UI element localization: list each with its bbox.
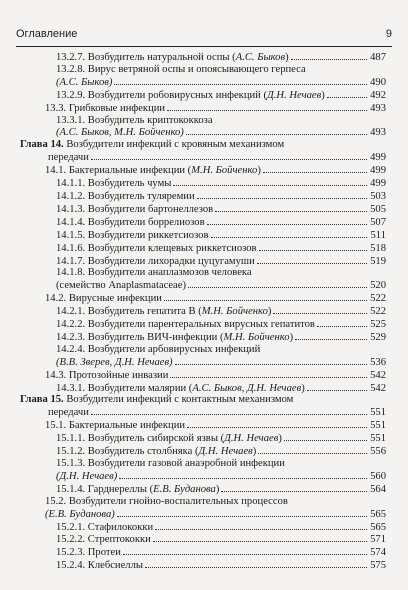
toc-entry[interactable]	[0, 115, 408, 140]
toc-entry[interactable]	[0, 51, 408, 64]
toc-entry[interactable]	[0, 382, 408, 395]
entry-title	[56, 332, 294, 344]
toc-entry[interactable]	[0, 318, 408, 331]
dot-leader	[258, 445, 367, 454]
entry-page-number: 493	[370, 127, 386, 139]
dot-leader	[259, 242, 367, 251]
entry-text: )	[252, 446, 257, 458]
entry-text: 15.1. Бактериальные инфекции	[45, 420, 186, 432]
entry-page-number: 551	[370, 420, 386, 432]
header-title: Оглавление	[16, 28, 78, 40]
toc-entry[interactable]	[0, 521, 408, 534]
entry-text: 14.1. Бактериальные инфекции (	[45, 165, 192, 177]
entry-author: Д.Н. Нечаев	[224, 433, 279, 445]
entry-page-number: 511	[370, 229, 386, 241]
dot-leader	[91, 406, 367, 415]
entry-text: 13.3.1. Возбудитель криптококкоза	[56, 114, 213, 126]
entry-page-number: 519	[370, 255, 386, 267]
entry-title	[56, 383, 306, 395]
dot-leader	[170, 369, 367, 378]
entry-title	[56, 534, 152, 546]
entry-page-number: 565	[370, 508, 386, 520]
entry-title	[56, 77, 113, 89]
toc-entry[interactable]	[0, 344, 408, 369]
entry-continuation: (В.В. Зверев, Д.Н. Нечаев)	[56, 356, 173, 368]
toc-entry[interactable]	[0, 458, 408, 483]
entry-title	[56, 267, 253, 279]
entry-text: 14.1.2. Возбудитель туляремии	[56, 190, 195, 202]
entry-text: Возбудители инфекций с кровяным механизмом	[63, 139, 285, 151]
entry-text: 14.2.2. Возбудители парентеральных вирусных гепатитов	[56, 319, 315, 331]
entry-continuation: (Д.Н. Нечаев)	[56, 470, 118, 482]
entry-author: А.С. Быков	[235, 52, 286, 63]
entry-page-number: 525	[370, 319, 386, 331]
chapter-label: Глава 15.	[20, 394, 64, 406]
entry-text: 15.1.2. Возбудитель столбняка (	[56, 446, 199, 458]
toc-entry[interactable]	[0, 445, 408, 458]
entry-title	[56, 256, 256, 268]
entry-text: 14.1.6. Возбудители клещевых риккетсиозов	[56, 242, 257, 254]
entry-text: 14.1.5. Возбудители риккетсиозов	[56, 229, 209, 241]
entry-page-number: 571	[370, 534, 386, 546]
dot-leader	[317, 318, 367, 327]
table-of-contents	[0, 51, 408, 572]
entry-page-number: 522	[370, 306, 386, 318]
dot-leader	[145, 559, 367, 568]
toc-entry[interactable]	[0, 229, 408, 242]
dot-leader	[173, 177, 367, 186]
dot-leader	[123, 546, 367, 555]
entry-page-number: 499	[370, 165, 386, 177]
toc-entry[interactable]	[0, 242, 408, 255]
entry-title	[56, 217, 206, 229]
entry-page-number: 529	[370, 331, 386, 343]
entry-author: Д.Н. Нечаев	[198, 446, 253, 458]
entry-page-number: 551	[370, 433, 386, 445]
entry-title	[56, 357, 174, 369]
running-header	[16, 24, 392, 47]
entry-title	[56, 52, 290, 64]
toc-entry[interactable]	[0, 331, 408, 344]
entry-title	[45, 370, 169, 382]
entry-author: М.Н. Бойченко	[223, 331, 290, 343]
dot-leader	[257, 255, 367, 264]
entry-continuation: (А.С. Быков, М.Н. Бойченко)	[56, 127, 184, 139]
entry-text: 13.2.9. Возбудители робовирусных инфекций (	[56, 89, 268, 101]
entry-text: Возбудители инфекций с контактным механизмом	[63, 394, 294, 406]
dot-leader	[167, 102, 367, 111]
entry-text: 14.1.4. Возбудители боррелиозов	[56, 216, 205, 228]
entry-text: 14.3. Протозойные инвазии	[45, 369, 169, 381]
entry-title	[56, 471, 118, 483]
entry-text: 14.1.3. Возбудители бартонеллезов	[56, 203, 214, 215]
entry-page-number: 560	[370, 470, 386, 482]
entry-text: )	[267, 306, 272, 318]
dot-leader	[221, 483, 367, 492]
entry-text: )	[215, 483, 220, 495]
entry-page-number: 575	[370, 560, 386, 572]
entry-page-number: 542	[370, 369, 386, 381]
entry-page-number: 565	[370, 521, 386, 533]
toc-entry[interactable]	[0, 64, 408, 89]
entry-text: 15.2.1. Стафилококки	[56, 521, 154, 533]
entry-page-number: 551	[370, 407, 386, 419]
toc-entry[interactable]	[0, 419, 408, 432]
entry-title	[56, 230, 210, 242]
entry-text: 14.2.4. Возбудители арбовирусных инфекций	[56, 343, 261, 355]
entry-author: Д.Н. Нечаев	[267, 89, 322, 101]
entry-page-number: 487	[370, 52, 386, 63]
entry-title	[56, 64, 307, 76]
toc-entry[interactable]	[0, 267, 408, 292]
entry-title	[56, 204, 214, 216]
toc-entry[interactable]	[0, 255, 408, 268]
toc-entry[interactable]	[0, 203, 408, 216]
entry-title	[45, 420, 186, 432]
entry-text: )	[257, 165, 261, 177]
entry-text: )	[289, 331, 294, 343]
entry-title	[56, 178, 172, 190]
entry-continuation: (А.С. Быков)	[56, 76, 113, 88]
entry-title	[45, 165, 262, 177]
entry-title	[20, 394, 294, 406]
entry-title	[20, 139, 285, 151]
dot-leader	[211, 229, 368, 238]
entry-title	[56, 344, 261, 356]
dot-leader	[307, 382, 367, 391]
dot-leader	[187, 419, 367, 428]
entry-text: )	[301, 382, 305, 394]
page-number: 9	[385, 28, 392, 40]
dot-leader	[215, 203, 367, 212]
entry-title	[45, 496, 289, 508]
entry-text: 14.1.7. Возбудители лихорадки цуцугамуши	[56, 255, 255, 267]
entry-text: 15.1.1. Возбудитель сибирской язвы (	[56, 433, 225, 445]
toc-entry[interactable]	[0, 305, 408, 318]
dot-leader	[188, 279, 367, 288]
dot-leader	[91, 151, 367, 160]
entry-page-number: 499	[370, 178, 386, 190]
dot-leader	[164, 292, 367, 301]
entry-text: 13.2.8. Вирус ветряной оспы и опоясывающего герпеса	[56, 63, 306, 75]
entry-continuation: передачи	[48, 152, 89, 164]
entry-text: 15.2.4. Клебсиеллы	[56, 560, 143, 572]
dot-leader	[114, 76, 367, 85]
entry-continuation: (Е.В. Буданова)	[45, 508, 115, 520]
entry-page-number: 493	[370, 102, 386, 114]
toc-entry[interactable]	[0, 177, 408, 190]
entry-title	[56, 446, 257, 458]
entry-page-number: 490	[370, 76, 386, 88]
entry-text: 14.1.8. Возбудители анаплазмозов человека	[56, 267, 252, 279]
entry-text: )	[285, 52, 289, 63]
entry-page-number: 556	[370, 446, 386, 458]
entry-page-number: 522	[370, 293, 386, 305]
toc-entry[interactable]	[0, 369, 408, 382]
toc-entry[interactable]	[0, 559, 408, 572]
entry-page-number: 564	[370, 483, 386, 495]
entry-text: 14.3.1. Возбудители малярии (	[56, 382, 193, 394]
entry-page-number: 492	[370, 89, 386, 101]
toc-entry[interactable]	[0, 496, 408, 521]
dot-leader	[119, 470, 367, 479]
entry-page-number: 536	[370, 356, 386, 368]
entry-title	[56, 243, 258, 255]
entry-title	[48, 152, 90, 164]
entry-author: М.Н. Бойченко	[191, 165, 258, 177]
entry-continuation: передачи	[48, 407, 89, 419]
toc-entry[interactable]	[0, 533, 408, 546]
entry-title	[56, 191, 196, 203]
dot-leader	[284, 432, 367, 441]
entry-title	[56, 547, 122, 559]
entry-text: 15.2.2. Стрептококки	[56, 534, 151, 546]
entry-text: 14.2.3. Возбудитель ВИЧ-инфекции (	[56, 331, 224, 343]
toc-entry[interactable]	[0, 483, 408, 496]
entry-text: 14.2. Вирусные инфекции	[45, 293, 162, 305]
entry-title	[56, 319, 316, 331]
dot-leader	[291, 51, 367, 60]
dot-leader	[327, 89, 367, 98]
entry-text: 15.2.3. Протеи	[56, 547, 121, 559]
toc-entry[interactable]	[0, 216, 408, 229]
entry-author: М.Н. Бойченко	[201, 306, 268, 318]
toc-entry[interactable]	[0, 546, 408, 559]
entry-title	[56, 90, 326, 102]
entry-page-number: 503	[370, 190, 386, 202]
entry-page-number: 499	[370, 152, 386, 164]
entry-text: 13.3. Грибковые инфекции	[45, 102, 166, 114]
entry-text: 15.1.4. Гарднереллы (	[56, 483, 154, 495]
dot-leader	[295, 331, 367, 340]
entry-title	[56, 306, 272, 318]
entry-page-number: 574	[370, 547, 386, 559]
entry-text: 15.1.3. Возбудители газовой анаэробной инфекции	[56, 458, 285, 469]
entry-text: 14.1.1. Возбудитель чумы	[56, 178, 172, 190]
entry-text: 15.2. Возбудители гнойно-воспалительных процессов	[45, 495, 288, 507]
entry-page-number: 520	[370, 280, 386, 292]
toc-entry[interactable]	[0, 432, 408, 445]
dot-leader	[186, 126, 367, 135]
toc-entry[interactable]	[0, 292, 408, 305]
dot-leader	[207, 216, 367, 225]
entry-title	[45, 103, 166, 115]
entry-title	[56, 127, 185, 139]
entry-text: )	[278, 433, 282, 445]
toc-entry[interactable]	[0, 139, 408, 164]
entry-text: )	[321, 89, 325, 101]
dot-leader	[175, 356, 367, 365]
toc-entry[interactable]	[0, 394, 408, 419]
entry-title	[56, 280, 187, 292]
entry-text: 14.2.1. Возбудитель гепатита В (	[56, 306, 202, 318]
dot-leader	[197, 190, 367, 199]
entry-author: А.С. Быков, Д.Н. Нечаев	[192, 382, 302, 394]
entry-title	[48, 407, 90, 419]
dot-leader	[155, 521, 367, 530]
entry-title	[45, 293, 163, 305]
dot-leader	[153, 533, 367, 542]
entry-continuation: (семейство Anaplasmataceae)	[56, 280, 186, 292]
entry-page-number: 507	[370, 216, 386, 228]
entry-title	[56, 560, 144, 572]
entry-page-number: 505	[370, 203, 386, 215]
entry-title	[56, 433, 283, 445]
entry-title	[56, 484, 220, 496]
entry-page-number: 518	[370, 242, 386, 254]
dot-leader	[263, 164, 367, 173]
toc-entry[interactable]	[0, 89, 408, 102]
entry-author: Е.В. Буданова	[153, 483, 216, 495]
entry-title	[56, 458, 286, 470]
dot-leader	[273, 305, 367, 314]
chapter-label: Глава 14.	[20, 139, 64, 151]
entry-title	[56, 115, 214, 127]
toc-entry[interactable]	[0, 190, 408, 203]
entry-text: 13.2.7. Возбудитель натуральной оспы (	[56, 52, 236, 63]
entry-title	[45, 509, 116, 521]
dot-leader	[117, 508, 367, 517]
toc-entry[interactable]	[0, 102, 408, 115]
entry-page-number: 542	[370, 382, 386, 394]
entry-title	[56, 522, 154, 534]
toc-entry[interactable]	[0, 164, 408, 177]
